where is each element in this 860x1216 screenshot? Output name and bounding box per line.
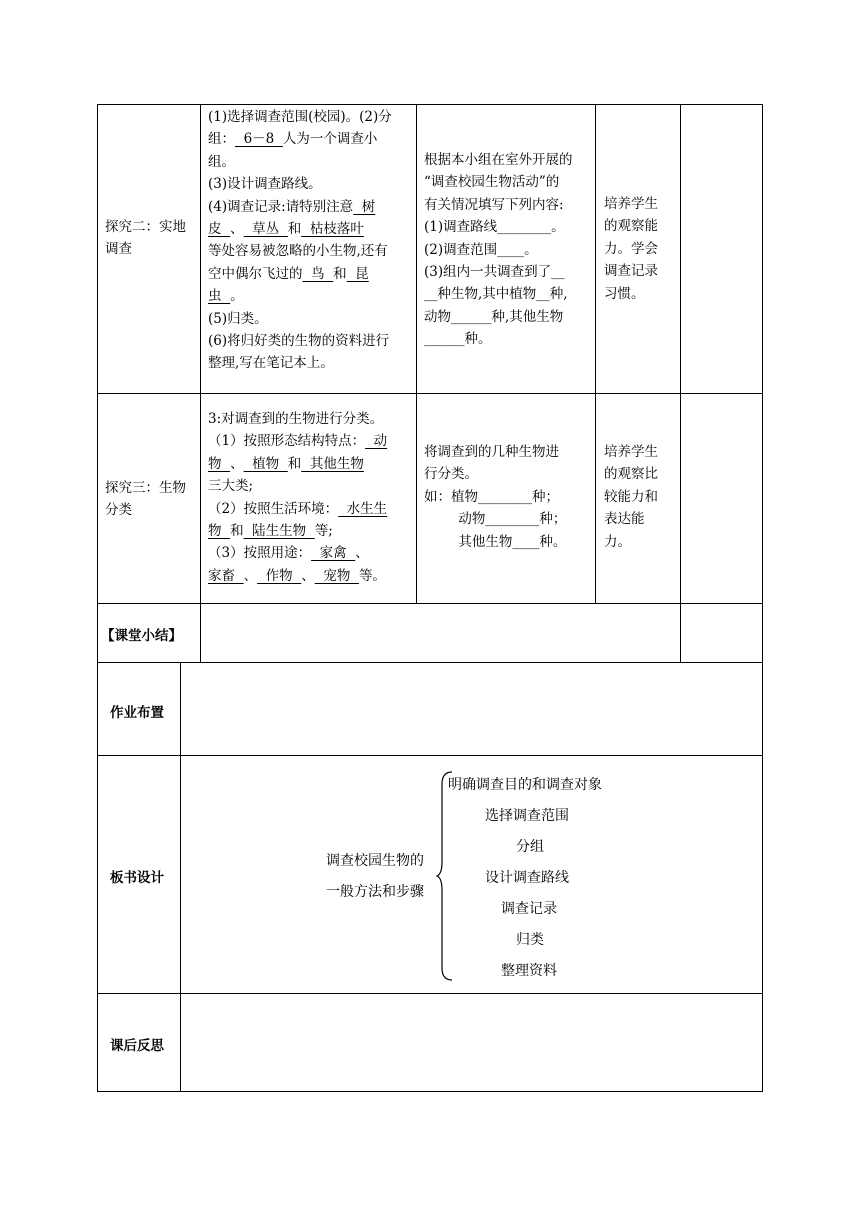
- student-line: 其他生物____种。: [424, 533, 567, 550]
- content-text: (4)调查记录:请特别注意: [208, 198, 354, 215]
- content-text: 、: [243, 567, 258, 584]
- row-label-board: 板书设计: [110, 870, 164, 886]
- student-line: 将调查到的几种生物进: [424, 444, 559, 460]
- content-text: 、: [355, 545, 369, 562]
- answer-blank: 作物: [257, 567, 302, 584]
- content-line: [208, 218, 413, 240]
- answer-blank: 6－8: [235, 131, 283, 148]
- student-line: (3)组内一共调查到了__: [424, 264, 565, 281]
- teacher-content-explore2: [208, 106, 413, 375]
- answer-blank: 植物: [243, 455, 288, 472]
- content-text: 和: [287, 221, 302, 238]
- answer-blank: 皮: [208, 221, 231, 238]
- content-text: 、: [301, 567, 315, 584]
- intent-line: 培养学生: [604, 196, 658, 212]
- content-text: 三大类;: [208, 478, 254, 495]
- content-line: [208, 106, 413, 128]
- table-border: [97, 993, 763, 994]
- board-item: 设计调查路线: [485, 870, 569, 886]
- table-border: [97, 104, 763, 105]
- table-border: [680, 104, 681, 663]
- table-border: [180, 662, 181, 1092]
- content-line: [208, 408, 413, 430]
- row-label-summary: 【课堂小结】: [101, 628, 182, 644]
- table-border: [97, 662, 763, 663]
- content-line: [208, 453, 413, 475]
- student-line: 有关情况填写下列内容:: [424, 196, 564, 213]
- row-label-explore2: 探究二：实地 调查: [105, 219, 186, 258]
- student-line: ______种。: [424, 331, 492, 348]
- design-intent-explore3: [604, 441, 674, 553]
- content-line: [208, 263, 413, 285]
- answer-blank: 树: [353, 198, 376, 215]
- intent-line: 力。: [604, 533, 631, 550]
- answer-blank: 宠物: [314, 567, 359, 584]
- content-line: [208, 196, 413, 218]
- content-text: 整理,写在笔记本上。: [208, 355, 334, 372]
- board-topic-line2: 一般方法和步骤: [326, 884, 424, 900]
- content-text: 等处容易被忽略的小生物,还有: [208, 243, 388, 260]
- table-border: [97, 755, 763, 756]
- content-text: （2）按照生活环境：: [208, 500, 339, 517]
- table-border: [200, 104, 201, 663]
- student-line: 行分类。: [424, 466, 478, 483]
- answer-blank: 其他生物: [301, 455, 364, 472]
- answer-blank: 枯枝落叶: [301, 221, 364, 238]
- answer-blank: 动: [365, 433, 388, 450]
- content-line: [208, 285, 413, 307]
- student-activity-explore2: [424, 149, 594, 351]
- board-item: 明确调查目的和调查对象: [448, 777, 602, 793]
- content-text: （1）按照形态结构特点：: [208, 433, 366, 450]
- content-line: [208, 173, 413, 195]
- content-text: 和: [333, 265, 347, 282]
- content-line: [208, 520, 413, 542]
- answer-blank: 虫: [208, 288, 231, 305]
- content-line: [208, 430, 413, 452]
- board-item: 整理资料: [501, 963, 557, 979]
- intent-line: 习惯。: [604, 285, 645, 302]
- answer-blank: 水生生: [338, 500, 388, 517]
- design-intent-explore2: [604, 193, 674, 305]
- board-item: 分组: [516, 839, 544, 855]
- student-line: __种生物,其中植物__种,: [424, 286, 568, 303]
- intent-line: 较能力和: [604, 488, 658, 505]
- content-text: 组。: [208, 153, 235, 170]
- content-line: [208, 352, 413, 374]
- board-item: 选择调查范围: [485, 808, 569, 824]
- table-border: [97, 603, 763, 604]
- content-line: [208, 565, 413, 587]
- intent-line: 调查记录: [604, 263, 658, 280]
- answer-blank: 鸟: [302, 265, 334, 282]
- student-line: (1)调查路线________。: [424, 219, 565, 236]
- intent-line: 培养学生: [604, 444, 658, 460]
- answer-blank: 家禽: [311, 545, 356, 562]
- content-text: (1)选择调查范围(校园)。(2)分: [208, 109, 392, 125]
- content-line: [208, 240, 413, 262]
- table-border: [595, 104, 596, 604]
- student-line: 如：植物________种；: [424, 488, 559, 505]
- content-text: 和: [287, 455, 302, 472]
- content-text: 、: [230, 221, 244, 238]
- board-item: 调查记录: [501, 901, 557, 917]
- intent-line: 力。学会: [604, 240, 658, 257]
- content-line: [208, 475, 413, 497]
- intent-line: 的观察比: [604, 466, 658, 483]
- row-label-explore3: 探究三：生物 分类: [105, 480, 186, 519]
- content-text: 空中偶尔飞过的: [208, 265, 303, 282]
- content-text: (6)将归好类的生物的资料进行: [208, 333, 390, 350]
- content-line: [208, 542, 413, 564]
- student-line: 动物________种；: [424, 511, 567, 528]
- content-text: （3）按照用途：: [208, 545, 312, 562]
- student-activity-explore3: [424, 441, 594, 553]
- row-label-homework: 作业布置: [110, 705, 164, 721]
- student-line: 动物______种,其他生物: [424, 308, 564, 325]
- content-text: 组：: [208, 131, 235, 148]
- answer-blank: 物: [208, 523, 231, 540]
- board-topic-line1: 调查校园生物的: [326, 853, 424, 869]
- intent-line: 的观察能: [604, 218, 658, 235]
- content-text: 、: [230, 455, 244, 472]
- content-text: 3:对调查到的生物进行分类。: [208, 411, 384, 427]
- table-border: [97, 393, 763, 394]
- student-line: 根据本小组在室外开展的: [424, 152, 573, 168]
- table-border: [416, 104, 417, 604]
- curly-brace-icon: [436, 770, 456, 982]
- content-text: 和: [230, 523, 244, 540]
- content-text: (5)归类。: [208, 310, 268, 327]
- table-border: [97, 662, 98, 1092]
- board-item: 归类: [516, 932, 544, 948]
- teacher-content-explore3: [208, 408, 413, 587]
- intent-line: 表达能: [604, 511, 645, 528]
- content-line: [208, 330, 413, 352]
- answer-blank: 陆生生物: [243, 523, 315, 540]
- table-border: [97, 1091, 763, 1092]
- content-line: [208, 308, 413, 330]
- content-text: (3)设计调查路线。: [208, 176, 322, 193]
- answer-blank: 昆: [346, 265, 369, 282]
- student-line: (2)调查范围____。: [424, 241, 538, 258]
- content-text: 等。: [358, 567, 386, 584]
- content-line: [208, 151, 413, 173]
- content-line: [208, 128, 413, 150]
- student-line: “调查校园生物活动”的: [424, 174, 560, 191]
- answer-blank: 草丛: [243, 221, 288, 238]
- answer-blank: 家畜: [208, 567, 244, 584]
- content-text: 人为一个调查小: [282, 131, 378, 148]
- answer-blank: 物: [208, 455, 231, 472]
- content-line: [208, 498, 413, 520]
- table-border: [762, 104, 763, 1092]
- content-text: 等;: [314, 523, 333, 540]
- content-text: 。: [230, 288, 244, 305]
- row-label-reflection: 课后反思: [110, 1038, 164, 1054]
- table-border: [97, 104, 98, 663]
